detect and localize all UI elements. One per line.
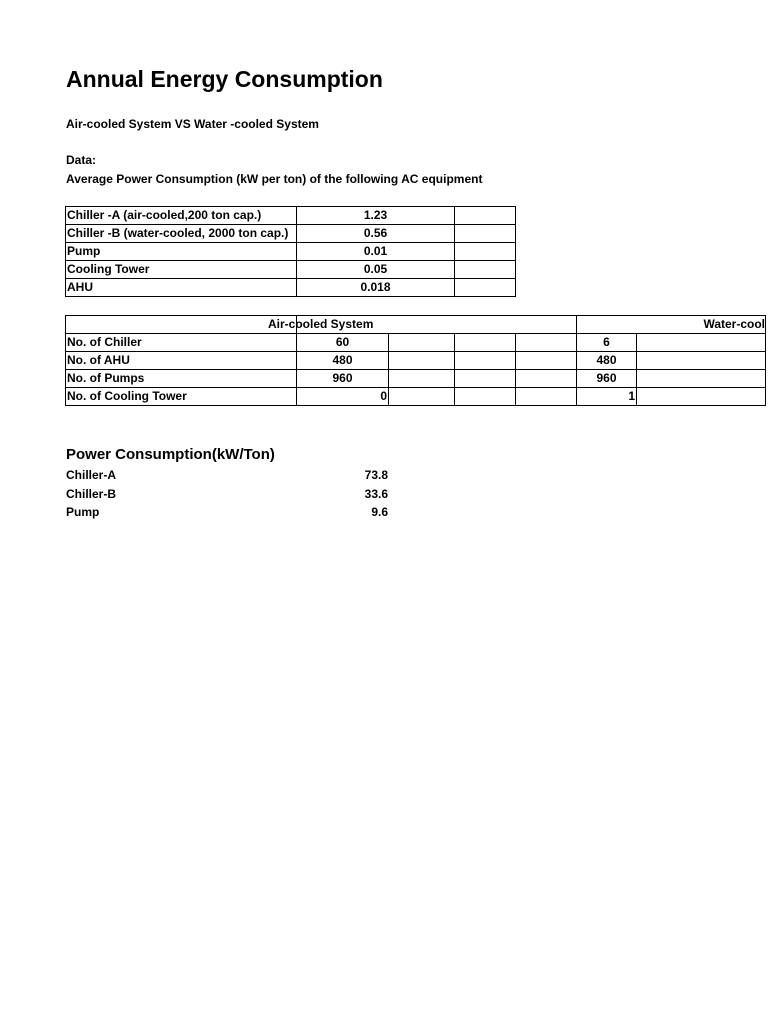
water-value: 6 (577, 334, 637, 352)
table-row (66, 207, 516, 225)
water-value: 480 (577, 352, 637, 370)
air-value: 60 (297, 334, 389, 352)
systems-table-viewport (65, 315, 765, 427)
empty-cell (455, 279, 516, 297)
water-cooled-header: Water-cool (577, 316, 766, 334)
table-header-row (66, 316, 766, 334)
equipment-value: 0.01 (297, 243, 455, 261)
table-row (66, 388, 766, 406)
empty-cell (455, 225, 516, 243)
item-value: 9.6 (371, 505, 388, 519)
equipment-table (65, 206, 516, 297)
item-value: 33.6 (364, 487, 388, 501)
empty-cell (455, 207, 516, 225)
empty-cell (455, 243, 516, 261)
average-power-label: Average Power Consumption (kW per ton) of the following AC equipment (66, 172, 483, 186)
list-item (66, 485, 388, 503)
table-row (66, 279, 516, 297)
empty-cell (455, 261, 516, 279)
row-label: No. of Pumps (66, 370, 297, 388)
power-consumption-heading: Power Consumption(kW/Ton) (66, 446, 275, 463)
water-value: 960 (577, 370, 637, 388)
equipment-value: 0.05 (297, 261, 455, 279)
equipment-name: Cooling Tower (66, 261, 297, 279)
equipment-value: 0.56 (297, 225, 455, 243)
equipment-name: Chiller -A (air-cooled,200 ton cap.) (66, 207, 297, 225)
air-cooled-header: Air-cooled System (297, 316, 577, 334)
item-label: Chiller-B (66, 487, 117, 501)
data-label: Data: (66, 153, 97, 167)
systems-table (65, 315, 766, 406)
item-value: 73.8 (364, 468, 388, 482)
row-label: No. of Cooling Tower (66, 388, 297, 406)
equipment-value: 0.018 (297, 279, 455, 297)
equipment-value: 1.23 (297, 207, 455, 225)
row-label: No. of Chiller (66, 334, 297, 352)
table-row (66, 334, 766, 352)
item-label: Chiller-A (66, 468, 117, 482)
page-title: Annual Energy Consumption (66, 66, 383, 92)
water-value: 1 (577, 388, 637, 406)
item-label: Pump (66, 505, 100, 519)
equipment-name: AHU (66, 279, 297, 297)
list-item (66, 503, 388, 521)
equipment-name: Chiller -B (water-cooled, 2000 ton cap.) (66, 225, 297, 243)
table-row (66, 352, 766, 370)
air-value: 960 (297, 370, 389, 388)
row-label: No. of AHU (66, 352, 297, 370)
equipment-name: Pump (66, 243, 297, 261)
table-row (66, 370, 766, 388)
table-row (66, 261, 516, 279)
subtitle: Air-cooled System VS Water -cooled System (66, 117, 319, 131)
air-value: 0 (297, 388, 389, 406)
table-row (66, 225, 516, 243)
table-row (66, 243, 516, 261)
air-value: 480 (297, 352, 389, 370)
list-item (66, 466, 388, 484)
